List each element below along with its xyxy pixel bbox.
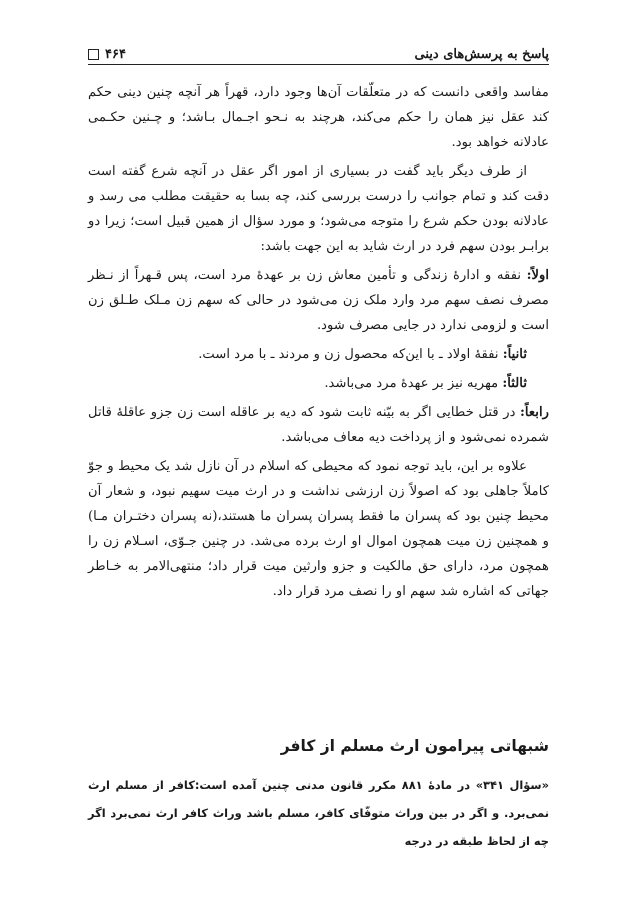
paragraph-6 — [88, 400, 549, 450]
body-text — [88, 80, 549, 608]
square-icon — [88, 49, 99, 60]
paragraph-4-text: نفقهٔ اولاد ـ با این‌که محصول زن و مردند ـ با مرد است. — [198, 347, 503, 362]
paragraph-3 — [88, 263, 549, 338]
question-paragraph — [88, 771, 549, 855]
paragraph-4 — [88, 342, 549, 367]
paragraph-6-text: در قتل خطایی اگر به بیّنه ثابت شود که دیه بر عاقله است زن جزو عاقلهٔ قاتل شمرده نمی‌شود و از پرداخت دیه معاف می‌باشد. — [88, 405, 549, 445]
paragraph-1: مفاسد واقعی دانست که در متعلّقات آن‌ها وجود دارد، قهراً هر آنچه چنین دینی حکم کند عقل نیز همان را حکم می‌کند، هرچند به نـحو اجـمال بـاشد؛ و چـنین حکـمی عادلانه خواهد بود. — [88, 85, 549, 150]
paragraph-3-label: اولاً: — [526, 268, 549, 283]
paragraph-5-label: ثالثاً: — [502, 376, 527, 391]
question-text: در مادهٔ ۸۸۱ مکرر قانون مدنی چنین آمده است:کافر از مسلم ارث نمی‌برد. و اگر در بین وراث متوفّای کافر، مسلم باشد وراث کافر ارث نمی‌برد اگر چه از لحاظ طبقه در درجه — [88, 778, 549, 848]
page-number: ۴۶۴ — [105, 47, 126, 62]
paragraph-3-text: نفقه و ادارهٔ زندگی و تأمین معاش زن بر عهدهٔ مرد است، پس قـهراً از نـظر مصرف نصف سهم مرد وارد ملک زن می‌شود در حالی که سهم زن مـلک طـلق زن است و لزومی ندارد در جایی مصرف شود. — [88, 268, 549, 333]
paragraph-6-label: رابعاً: — [520, 405, 549, 420]
paragraph-7: علاوه بر این، باید توجه نمود که محیطی که اسلام در آن نازل شد یک محیط و جوّ کاملاً جاهلی بود که اصولاً زن ارزشی نداشت و در ارث میت سهیم نبود، و شعار آن محیط چنین بود که پسران ما فقط پسران پسران ما هستند،(نه پسران دختـران مـا) و همچنین زن میت همچون اموال او ارث برده می‌شد. در چنین جـوّی، اسـلام زن را همچون مرد، دارای حق مالکیت و جزو وارثین میت قرار داد؛ منتهی‌الامر به خـاطر جهاتی که اشاره شد سهم او را نصف مرد قرار داد. — [88, 459, 549, 599]
question-label: «سؤال ۳۴۱» — [475, 778, 549, 792]
paragraph-4-label: ثانیاً: — [502, 347, 527, 362]
page-number-group — [88, 47, 126, 62]
paragraph-2: از طرف دیگر باید گفت در بسیاری از امور اگر عقل در آنچه شرع گفته است دقت کند و تمام جوانب را درست بررسی کند، چه بسا به حقیقت مطلب می رسد و عادلانه بودن حکم شرع را متوجه می‌شود؛ و مورد سؤال از همین قبیل است؛ زیرا دو برابـر بودن سهم فرد در ارث شاید به این جهت باشد: — [88, 164, 549, 254]
book-title: پاسخ به پرسش‌های دینی — [414, 47, 549, 62]
header-rule — [88, 64, 549, 65]
running-header — [88, 40, 549, 62]
paragraph-5 — [88, 371, 549, 396]
paragraph-5-text: مهریه نیز بر عهدهٔ مرد می‌باشد. — [324, 376, 503, 391]
section-heading: شبهاتی پیرامون ارث مسلم از کافر — [280, 737, 549, 755]
